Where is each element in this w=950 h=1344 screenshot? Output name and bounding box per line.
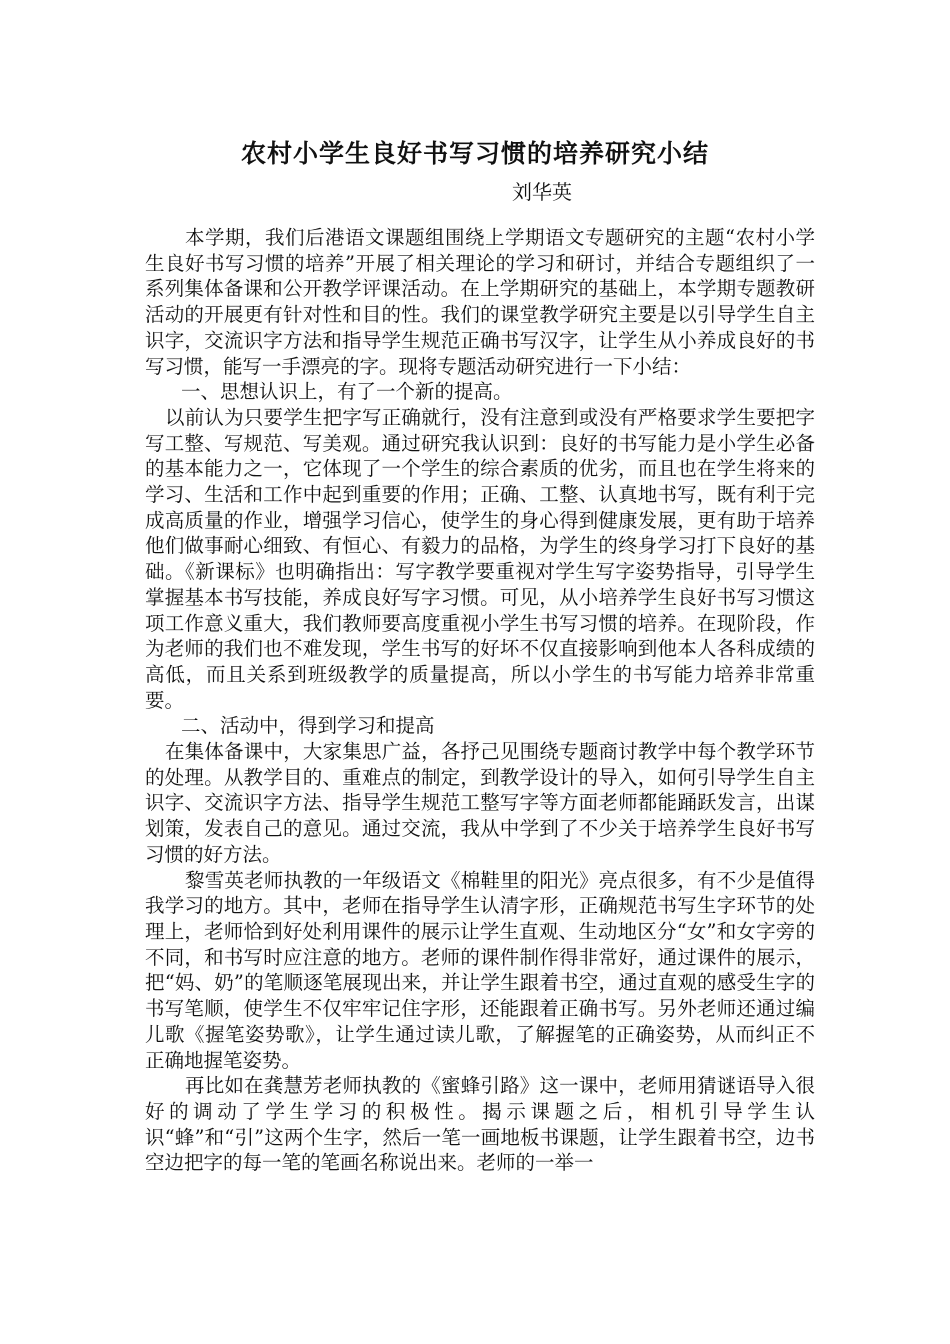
section-heading-1: 一、思想认识上，有了一个新的提高。 bbox=[181, 380, 513, 404]
document-title: 农村小学生良好书写习惯的培养研究小结 bbox=[240, 139, 709, 168]
paragraph-section-2: 在集体备课中，大家集思广益，各抒己见围绕专题商讨教学中每个教学环节的处理。从教学目的、重难点的制定，到教学设计的导入，如何引导学生自主识字、交流识字方法、指导学生规范工整写字等方面老师都能踊跃发言，出谋划策，发表自己的意见。通过交流，我从中学到了不少关于培养学生良好书写习惯的好方法。 bbox=[145, 740, 815, 866]
paragraph-intro: 本学期，我们后港语文课题组围绕上学期语文专题研究的主题“农村小学生良好书写习惯的培养”开展了相关理论的学习和研讨，并结合专题组织了一系列集体备课和公开教学评课活动。在上学期研究的基础上，本学期专题教研活动的开展更有针对性和目的性。我们的课堂教学研究主要是以引导学生自主识字，交流识字方法和指导学生规范正确书写汉字，让学生从小养成良好的书写习惯，能写一手漂亮的字。现将专题活动研究进行一下小结： bbox=[145, 226, 815, 378]
paragraph-example-2: 再比如在龚慧芳老师执教的《蜜蜂引路》这一课中，老师用猜谜语导入很好的调动了学生学习的积极性。揭示课题之后，相机引导学生认识“蜂”和“引”这两个生字，然后一笔一画地板书课题，让学生跟着书空，边书空边把字的每一笔的笔画名称说出来。老师的一举一 bbox=[145, 1074, 815, 1175]
paragraph-section-1: 以前认为只要学生把字写正确就行，没有注意到或没有严格要求学生要把字写工整、写规范、写美观。通过研究我认识到：良好的书写能力是小学生必备的基本能力之一，它体现了一个学生的综合素质的优劣，而且也在学生将来的学习、生活和工作中起到重要的作用；正确、工整、认真地书写，既有利于完成高质量的作业，增强学习信心，使学生的身心得到健康发展，更有助于培养他们做事耐心细致、有恒心、有毅力的品格，为学生的终身学习打下良好的基础。《新课标》也明确指出：写字教学要重视对学生写字姿势指导，引导学生掌握基本书写技能，养成良好写字习惯。可见，从小培养学生良好书写习惯这项工作意义重大，我们教师要高度重视小学生书写习惯的培养。在现阶段，作为老师的我们也不难发现，学生书写的好坏不仅直接影响到他本人各科成绩的高低，而且关系到班级教学的质量提高，所以小学生的书写能力培养非常重要。 bbox=[145, 405, 815, 712]
document-author: 刘华英 bbox=[512, 180, 572, 204]
paragraph-example-1: 黎雪英老师执教的一年级语文《棉鞋里的阳光》亮点很多，有不少是值得我学习的地方。其中，老师在指导学生认清字形，正确规范书写生字环节的处理上，老师恰到好处利用课件的展示让学生直观、生动地区分“女”和女字旁的不同，和书写时应注意的地方。老师的课件制作得非常好，通过课件的展示，把“妈、奶”的笔顺逐笔展现出来，并让学生跟着书空，通过直观的感受生字的书写笔顺，使学生不仅牢牢记住字形，还能跟着正确书写。另外老师还通过编儿歌《握笔姿势歌》，让学生通过读儿歌，了解握笔的正确姿势，从而纠正不正确地握笔姿势。 bbox=[145, 868, 815, 1072]
document-body bbox=[145, 225, 815, 1176]
section-heading-2: 二、活动中，得到学习和提高 bbox=[181, 714, 435, 738]
